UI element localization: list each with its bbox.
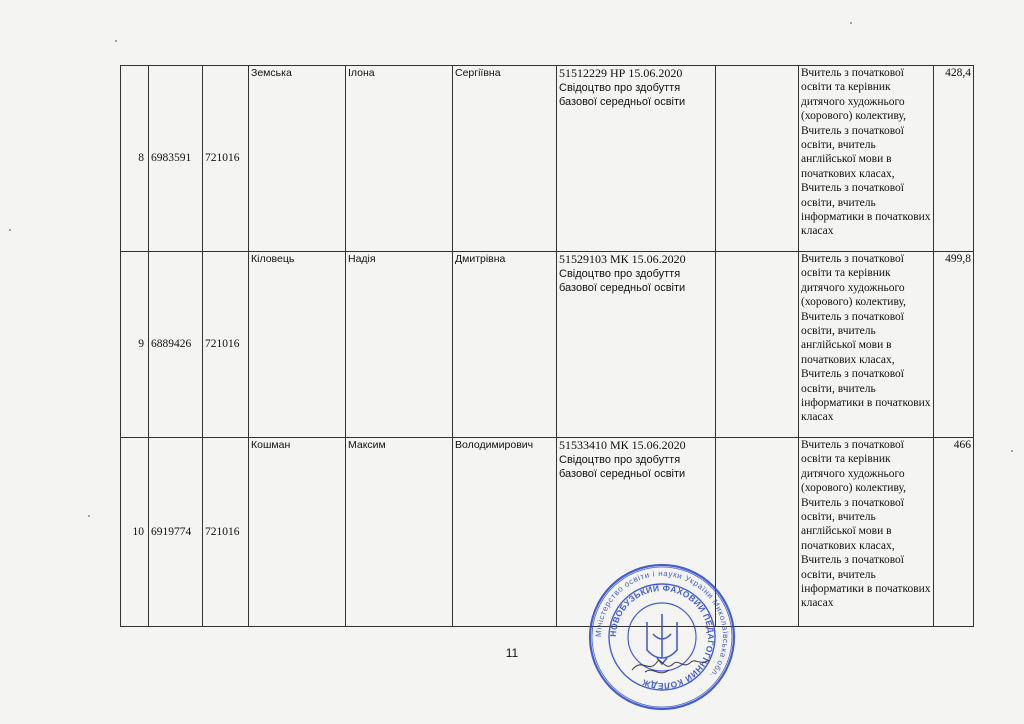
stamp-inner-text: НОВОБУЗЬКИЙ ФАХОВИЙ ПЕДАГОГІЧНИЙ КОЛЕДЖ	[607, 582, 717, 692]
applicant-id: 6919774	[149, 438, 203, 627]
patronymic: Володимирович	[453, 438, 557, 627]
specialty: Вчитель з початкової освіти та керівник дитячого художнього (хорового) колективу, Вчитель з початкової освіти, вчитель англійської мови в початкових класах, Вчитель з початкової освіти, вчитель інформатики в початкових класах	[799, 438, 934, 627]
table-row	[121, 252, 974, 438]
trident-emblem-icon	[647, 614, 677, 664]
document-number: 51533410 МК 15.06.2020	[559, 438, 686, 452]
surname: Кошман	[249, 438, 346, 627]
applicants-table	[120, 65, 974, 627]
specialty: Вчитель з початкової освіти та керівник дитячого художнього (хорового) колективу, Вчитель з початкової освіти, вчитель англійської мови в початкових класах, Вчитель з початкової освіти, вчитель інформатики в початкових класах	[799, 252, 934, 438]
surname: Земська	[249, 66, 346, 252]
specialty-code: 721016	[203, 66, 249, 252]
education-document	[557, 66, 716, 252]
row-number: 10	[121, 438, 149, 627]
patronymic: Сергіївна	[453, 66, 557, 252]
empty-cell	[716, 252, 799, 438]
scan-speck	[88, 515, 90, 517]
stamp-outer-text: Міністерство освіти і науки України Миколаївська обл.	[593, 568, 731, 680]
document-number: 51512229 НР 15.06.2020	[559, 66, 683, 80]
scan-speck	[115, 40, 117, 42]
first-name: Надія	[346, 252, 453, 438]
table-row	[121, 438, 974, 627]
document-description: Свідоцтво про здобуття базової середньої освіти	[559, 81, 686, 108]
scan-speck	[850, 22, 852, 24]
table-row	[121, 66, 974, 252]
page-number: 11	[505, 646, 519, 660]
first-name: Максим	[346, 438, 453, 627]
document-number: 51529103 МК 15.06.2020	[559, 252, 686, 266]
education-document	[557, 252, 716, 438]
college-stamp	[587, 562, 737, 712]
row-number: 8	[121, 66, 149, 252]
surname: Кіловець	[249, 252, 346, 438]
competitive-score: 499,8	[934, 252, 974, 438]
competitive-score: 428,4	[934, 66, 974, 252]
scan-speck	[9, 229, 11, 231]
patronymic: Дмитрівна	[453, 252, 557, 438]
specialty-code: 721016	[203, 438, 249, 627]
applicant-id: 6983591	[149, 66, 203, 252]
document-description: Свідоцтво про здобуття базової середньої освіти	[559, 453, 686, 480]
specialty: Вчитель з початкової освіти та керівник дитячого художнього (хорового) колективу, Вчитель з початкової освіти, вчитель англійської мови в початкових класах, Вчитель з початкової освіти, вчитель інформатики в початкових класах	[799, 66, 934, 252]
scan-speck	[1011, 450, 1013, 452]
competitive-score: 466	[934, 438, 974, 627]
row-number: 9	[121, 252, 149, 438]
document-description: Свідоцтво про здобуття базової середньої освіти	[559, 267, 686, 294]
empty-cell	[716, 66, 799, 252]
specialty-code: 721016	[203, 252, 249, 438]
first-name: Ілона	[346, 66, 453, 252]
applicant-id: 6889426	[149, 252, 203, 438]
